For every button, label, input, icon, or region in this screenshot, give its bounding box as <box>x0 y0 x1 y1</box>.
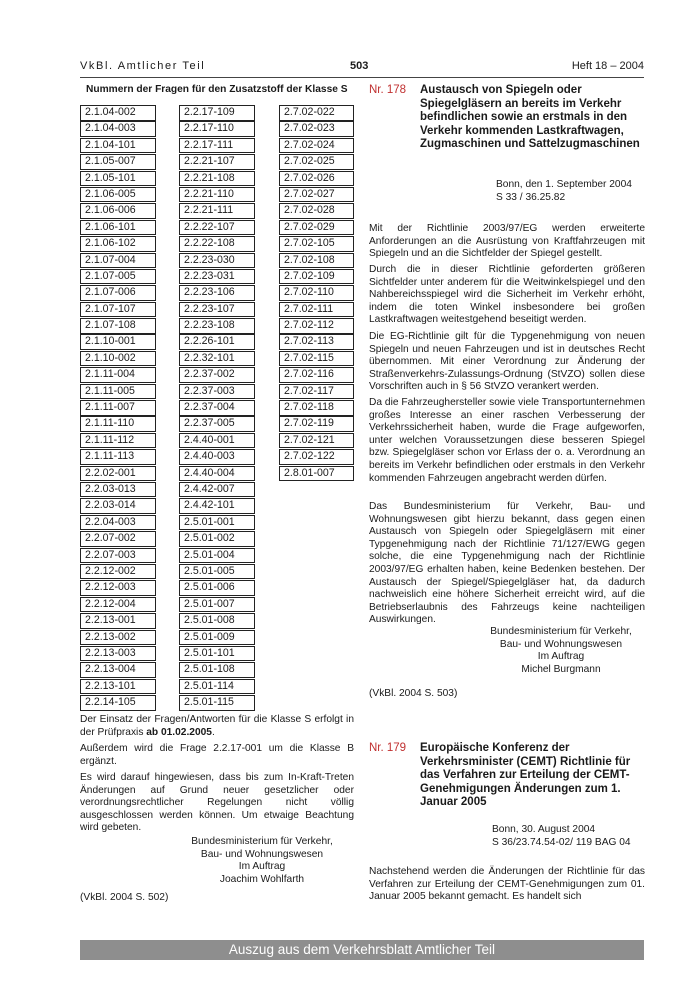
table-cell: 2.1.06-006 <box>80 203 156 219</box>
table-cell: 2.5.01-002 <box>179 531 255 547</box>
header-page-number: 503 <box>350 60 369 72</box>
table-cell: 2.1.07-107 <box>80 302 156 318</box>
table-cell: 2.2.21-108 <box>179 171 255 187</box>
header-journal: VkBl. Amtlicher Teil <box>80 60 206 72</box>
table-cell: 2.7.02-118 <box>279 400 354 416</box>
article-178-paragraph-1: Mit der Richtlinie 2003/97/EG werden erweiterte Anforderungen an die Ausrüstung von Kraftfahrzeugen mit Spiegeln und an die Sichtfelder der Spiegel gestellt. <box>369 223 645 260</box>
table-cell: 2.4.40-001 <box>179 433 255 449</box>
table-cell: 2.7.02-027 <box>279 187 354 203</box>
table-cell: 2.2.23-031 <box>179 269 255 285</box>
table-cell: 2.2.12-002 <box>80 564 156 580</box>
table-cell: 2.1.10-002 <box>80 351 156 367</box>
table-cell: 2.7.02-116 <box>279 367 354 383</box>
left-paragraph-3: Es wird darauf hingewiesen, dass bis zum In-Kraft-Treten Änderungen auf Grund neuer gesetzlicher oder verordnungsrechtlicher Regelungen nicht völlig ausgeschlossen werden können. Um etwaige Beachtung wird gebeten. <box>80 772 354 834</box>
table-cell: 2.2.22-107 <box>179 220 255 236</box>
table-column-3 <box>279 105 354 482</box>
table-column-2 <box>179 105 255 711</box>
article-179-paragraph-1: Nachstehend werden die Änderungen der Richtlinie für das Verfahren zur Erteilung der CEMT-Genehmigungen zum 01. Januar 2005 bekannt gemacht. Es handelt sich <box>369 866 645 903</box>
table-cell: 2.1.04-003 <box>80 121 156 137</box>
table-cell: 2.7.02-023 <box>279 121 354 137</box>
table-cell: 2.1.11-007 <box>80 400 156 416</box>
table-cell: 2.7.02-022 <box>279 105 354 121</box>
article-178-paragraph-5: Das Bundesministerium für Verkehr, Bau- und Wohnungswesen gibt hierzu bekannt, dass gegen einen Austausch von Spiegeln oder Spiegelgläsern mit einer Typgenehmigung nach der Richtlinie 71/127/EWG gegen solche, die eine Typgenehmigung nach der Richtlinie 2003/97/EG erhalten haben, keine Bedenken bestehen. Der Austausch der Spiegel/Spiegelgläser hat, da dadurch nachweislich eine höhere Sicherheit erreicht wird, auf die Betriebserlaubnis des Fahrzeugs keine nachteiligen Auswirkungen. <box>369 501 645 626</box>
table-cell: 2.7.02-122 <box>279 449 354 465</box>
table-cell: 2.5.01-007 <box>179 597 255 613</box>
table-cell: 2.2.13-002 <box>80 630 156 646</box>
article-178-signature-line: Im Auftrag <box>537 651 585 663</box>
table-cell: 2.2.21-107 <box>179 154 255 170</box>
table-title: Nummern der Fragen für den Zusatzstoff der Klasse S <box>86 84 348 95</box>
article-178-signature-line: Bau- und Wohnungswesen <box>499 638 623 650</box>
article-178-title: Austausch von Spiegeln oder Spiegelgläsern an bereits im Verkehr befindlichen sowie an erstmals in den Verkehr kommenden Lastkraftwagen, Zugmaschinen und Sattelzugmaschinen <box>420 84 640 150</box>
table-cell: 2.1.11-005 <box>80 384 156 400</box>
table-cell: 2.2.21-110 <box>179 187 255 203</box>
left-signature-line: Bau- und Wohnungswesen <box>200 848 324 860</box>
table-cell: 2.2.37-003 <box>179 384 255 400</box>
table-cell: 2.1.07-006 <box>80 285 156 301</box>
table-cell: 2.2.23-030 <box>179 253 255 269</box>
table-cell: 2.7.02-108 <box>279 253 354 269</box>
table-cell: 2.4.42-007 <box>179 482 255 498</box>
table-cell: 2.2.21-111 <box>179 203 255 219</box>
table-cell: 2.2.03-014 <box>80 498 156 514</box>
table-cell: 2.4.40-003 <box>179 449 255 465</box>
table-cell: 2.5.01-008 <box>179 613 255 629</box>
article-179-place-date: Bonn, 30. August 2004 <box>492 824 596 835</box>
table-cell: 2.2.13-001 <box>80 613 156 629</box>
article-178-number: Nr. 178 <box>369 84 407 96</box>
footer-banner: Auszug aus dem Verkehrsblatt Amtlicher Teil <box>80 940 644 960</box>
table-cell: 2.7.02-109 <box>279 269 354 285</box>
table-cell: 2.1.05-007 <box>80 154 156 170</box>
table-cell: 2.7.02-110 <box>279 285 354 301</box>
table-cell: 2.2.13-004 <box>80 662 156 678</box>
table-cell: 2.5.01-004 <box>179 548 255 564</box>
table-cell: 2.1.05-101 <box>80 171 156 187</box>
table-cell: 2.1.10-001 <box>80 334 156 350</box>
table-cell: 2.2.04-003 <box>80 515 156 531</box>
article-178-file-number: S 33 / 36.25.82 <box>496 192 566 203</box>
article-178-reference: (VkBl. 2004 S. 503) <box>369 688 458 699</box>
left-paragraph-1-end: . <box>211 726 215 738</box>
table-cell: 2.1.11-113 <box>80 449 156 465</box>
table-cell: 2.7.02-117 <box>279 384 354 400</box>
table-cell: 2.5.01-009 <box>179 630 255 646</box>
table-cell: 2.7.02-105 <box>279 236 354 252</box>
page-header <box>80 60 644 76</box>
table-cell: 2.2.26-101 <box>179 334 255 350</box>
table-cell: 2.5.01-101 <box>179 646 255 662</box>
table-cell: 2.2.32-101 <box>179 351 255 367</box>
left-signature <box>170 836 354 886</box>
table-cell: 2.2.03-013 <box>80 482 156 498</box>
article-179-number: Nr. 179 <box>369 742 407 754</box>
table-cell: 2.7.02-028 <box>279 203 354 219</box>
article-178-place-date: Bonn, den 1. September 2004 <box>496 179 632 190</box>
table-cell: 2.7.02-026 <box>279 171 354 187</box>
table-cell: 2.7.02-112 <box>279 318 354 334</box>
table-cell: 2.7.02-029 <box>279 220 354 236</box>
table-cell: 2.4.42-101 <box>179 498 255 514</box>
article-178-paragraph-3: Die EG-Richtlinie gilt für die Typgenehmigung von neuen Spiegeln und neuen Fahrzeugen und ist in deutsches Recht übernommen. Mit einer Verordnung zur Änderung der Straßenverkehrs-Zulassungs-Ordnung (StVZO) sollen diese Vorschriften auch in § 56 StVZO verankert werden. <box>369 331 645 393</box>
table-cell: 2.5.01-108 <box>179 662 255 678</box>
table-cell: 2.2.17-110 <box>179 121 255 137</box>
table-cell: 2.2.37-002 <box>179 367 255 383</box>
table-cell: 2.1.07-108 <box>80 318 156 334</box>
table-cell: 2.1.11-110 <box>80 416 156 432</box>
table-cell: 2.1.06-101 <box>80 220 156 236</box>
table-cell: 2.7.02-119 <box>279 416 354 432</box>
table-cell: 2.2.17-109 <box>179 105 255 121</box>
header-rule <box>80 77 644 78</box>
table-cell: 2.7.02-025 <box>279 154 354 170</box>
table-cell: 2.5.01-114 <box>179 679 255 695</box>
table-cell: 2.2.07-003 <box>80 548 156 564</box>
left-signature-line: Bundesministerium für Verkehr, <box>191 836 333 847</box>
article-178-signature-line: Michel Burgmann <box>521 663 601 675</box>
table-cell: 2.2.37-004 <box>179 400 255 416</box>
article-179-file-number: S 36/23.74.54-02/ 119 BAG 04 <box>492 837 631 848</box>
left-signature-line: Joachim Wohlfarth <box>219 873 305 885</box>
table-cell: 2.2.12-004 <box>80 597 156 613</box>
article-178-paragraph-2: Durch die in dieser Richtlinie geforderten größeren Sichtfelder unter anderem für die Weitwinkelspiegel und den Nahbereichsspiegel wird die Sicherheit im Verkehr erhöht, indem die toten Winkel insbesondere bei großen Lastkraftwagen weitestgehend beseitigt werden. <box>369 264 645 326</box>
left-paragraph-1 <box>80 714 354 739</box>
table-cell: 2.2.07-002 <box>80 531 156 547</box>
table-column-1 <box>80 105 156 711</box>
table-cell: 2.7.02-121 <box>279 433 354 449</box>
table-cell: 2.2.37-005 <box>179 416 255 432</box>
table-cell: 2.2.13-003 <box>80 646 156 662</box>
table-cell: 2.5.01-006 <box>179 580 255 596</box>
table-cell: 2.1.06-005 <box>80 187 156 203</box>
left-reference: (VkBl. 2004 S. 502) <box>80 892 169 903</box>
left-paragraph-1-date: ab 01.02.2005 <box>146 726 212 738</box>
left-paragraph-1-text: Der Einsatz der Fragen/Antworten für die Klasse S erfolgt in der Prüfpraxis <box>80 714 354 738</box>
table-cell: 2.8.01-007 <box>279 466 354 482</box>
table-cell: 2.2.22-108 <box>179 236 255 252</box>
table-cell: 2.2.17-111 <box>179 138 255 154</box>
table-cell: 2.5.01-115 <box>179 695 255 711</box>
table-cell: 2.1.07-005 <box>80 269 156 285</box>
table-cell: 2.2.23-108 <box>179 318 255 334</box>
table-cell: 2.5.01-001 <box>179 515 255 531</box>
table-cell: 2.1.11-004 <box>80 367 156 383</box>
table-cell: 2.2.12-003 <box>80 580 156 596</box>
table-cell: 2.7.02-024 <box>279 138 354 154</box>
left-paragraph-2: Außerdem wird die Frage 2.2.17-001 um die Klasse B ergänzt. <box>80 743 354 767</box>
table-cell: 2.7.02-111 <box>279 302 354 318</box>
header-issue: Heft 18 – 2004 <box>571 60 644 72</box>
table-cell: 2.2.23-106 <box>179 285 255 301</box>
table-cell: 2.2.13-101 <box>80 679 156 695</box>
left-signature-line: Im Auftrag <box>238 861 286 873</box>
table-cell: 2.2.23-107 <box>179 302 255 318</box>
table-cell: 2.7.02-113 <box>279 334 354 350</box>
table-cell: 2.1.04-002 <box>80 105 156 121</box>
table-cell: 2.2.14-105 <box>80 695 156 711</box>
table-cell: 2.1.04-101 <box>80 138 156 154</box>
table-cell: 2.2.02-001 <box>80 466 156 482</box>
table-cell: 2.5.01-005 <box>179 564 255 580</box>
article-178-signature <box>478 626 644 676</box>
table-cell: 2.4.40-004 <box>179 466 255 482</box>
table-cell: 2.7.02-115 <box>279 351 354 367</box>
article-178-paragraph-4: Da die Fahrzeughersteller sowie viele Transportunternehmen großes Interesse an einer raschen Verbesserung der Verkehrssicherheit haben, wurde die Frage aufgeworfen, unter welchen Voraussetzungen diese besseren Spiegel bzw. Spiegelgläser schon vor Erlass der o. a. Verordnung an bereits im Verkehr befindlichen oder erstmals in den Verkehr kommenden Fahrzeugen angebracht werden dürfen. <box>369 397 645 484</box>
article-179-title: Europäische Konferenz der Verkehrsminister (CEMT) Richtlinie für das Verfahren zur Erteilung der CEMT-Genehmigungen Änderungen zum 1. Januar 2005 <box>420 742 631 808</box>
table-cell: 2.1.11-112 <box>80 433 156 449</box>
article-178-signature-line: Bundesministerium für Verkehr, <box>490 626 632 637</box>
table-cell: 2.1.07-004 <box>80 253 156 269</box>
table-cell: 2.1.06-102 <box>80 236 156 252</box>
